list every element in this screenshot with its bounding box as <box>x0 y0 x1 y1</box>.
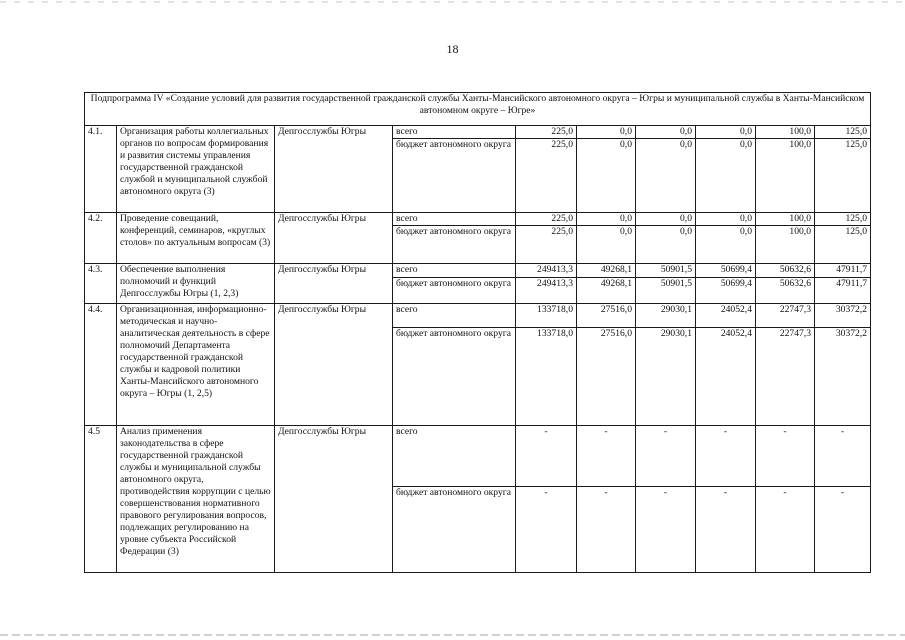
value-cell: 50901,5 <box>636 278 696 304</box>
activity-name: Организационная, информационно-методическая и научно-аналитическая деятельность в сфере полномочий Департамента государственной гражданской службы и кадровой политики Ханты-Мансийского автономного округа – Югры (1, 2,5) <box>117 304 275 426</box>
activity-name: Организация работы коллегиальных органов по вопросам формирования и развития системы управления государственной гражданской службой и муниципальной службой автономного округа (3) <box>117 126 275 213</box>
value-cell: 0,0 <box>636 126 696 139</box>
value-cell: 0,0 <box>577 126 636 139</box>
funding-source-budget: бюджет автономного округа <box>393 226 516 264</box>
value-cell: 30372,2 <box>815 304 871 328</box>
value-cell: 27516,0 <box>577 328 636 426</box>
value-cell: 125,0 <box>815 213 871 226</box>
value-cell: 22747,3 <box>756 328 815 426</box>
value-cell: 0,0 <box>577 226 636 264</box>
value-cell: 0,0 <box>696 139 756 213</box>
value-cell: 50901,5 <box>636 264 696 278</box>
value-cell: 0,0 <box>636 139 696 213</box>
activity-name: Анализ применения законодательства в сфере государственной гражданской службы и муниципальной службы автономного округа, противодействия коррупции с целью совершенствования нормативного правового регулирования вопросов, подлежащих регулированию на уровне субъекта Российской Федерации (3) <box>117 426 275 573</box>
value-cell: 0,0 <box>577 213 636 226</box>
program-table <box>84 92 871 573</box>
table-row <box>85 426 871 487</box>
value-cell: - <box>516 487 577 573</box>
value-cell: 225,0 <box>516 139 577 213</box>
value-cell: 249413,3 <box>516 264 577 278</box>
value-cell: 0,0 <box>577 139 636 213</box>
executor: Депгосслужбы Югры <box>275 426 393 573</box>
value-cell: 125,0 <box>815 126 871 139</box>
value-cell: 100,0 <box>756 213 815 226</box>
value-cell: 249413,3 <box>516 278 577 304</box>
value-cell: 24052,4 <box>696 328 756 426</box>
value-cell: 133718,0 <box>516 328 577 426</box>
value-cell: 225,0 <box>516 126 577 139</box>
value-cell: - <box>577 426 636 487</box>
row-number: 4.1. <box>85 126 117 213</box>
table-row <box>85 264 871 278</box>
value-cell: - <box>756 487 815 573</box>
row-number: 4.4. <box>85 304 117 426</box>
value-cell: 100,0 <box>756 126 815 139</box>
value-cell: 24052,4 <box>696 304 756 328</box>
value-cell: - <box>636 487 696 573</box>
row-number: 4.3. <box>85 264 117 304</box>
value-cell: - <box>636 426 696 487</box>
value-cell: 50632,6 <box>756 278 815 304</box>
funding-source-total: всего <box>393 126 516 139</box>
value-cell: 49268,1 <box>577 264 636 278</box>
value-cell: 225,0 <box>516 213 577 226</box>
funding-source-budget: бюджет автономного округа <box>393 278 516 304</box>
executor: Депгосслужбы Югры <box>275 126 393 213</box>
table-row <box>85 304 871 328</box>
value-cell: 29030,1 <box>636 304 696 328</box>
funding-source-budget: бюджет автономного округа <box>393 328 516 426</box>
value-cell: - <box>815 487 871 573</box>
activity-name: Обеспечение выполнения полномочий и функций Депгосслужбы Югры (1, 2,3) <box>117 264 275 304</box>
table-row <box>85 126 871 139</box>
value-cell: 0,0 <box>696 226 756 264</box>
row-number: 4.5 <box>85 426 117 573</box>
funding-source-budget: бюджет автономного округа <box>393 487 516 573</box>
value-cell: 29030,1 <box>636 328 696 426</box>
value-cell: 27516,0 <box>577 304 636 328</box>
table-row <box>85 213 871 226</box>
value-cell: 100,0 <box>756 139 815 213</box>
scan-artifact-top <box>0 1 905 3</box>
page-number: 18 <box>446 42 459 56</box>
value-cell: 50699,4 <box>696 278 756 304</box>
value-cell: 22747,3 <box>756 304 815 328</box>
value-cell: 133718,0 <box>516 304 577 328</box>
value-cell: 49268,1 <box>577 278 636 304</box>
executor: Депгосслужбы Югры <box>275 304 393 426</box>
row-number: 4.2. <box>85 213 117 264</box>
funding-source-total: всего <box>393 264 516 278</box>
value-cell: 50632,6 <box>756 264 815 278</box>
funding-source-budget: бюджет автономного округа <box>393 139 516 213</box>
value-cell: - <box>577 487 636 573</box>
value-cell: 0,0 <box>636 226 696 264</box>
value-cell: 125,0 <box>815 226 871 264</box>
value-cell: 0,0 <box>696 126 756 139</box>
value-cell: 125,0 <box>815 139 871 213</box>
value-cell: - <box>756 426 815 487</box>
value-cell: 30372,2 <box>815 328 871 426</box>
executor: Депгосслужбы Югры <box>275 264 393 304</box>
value-cell: 47911,7 <box>815 264 871 278</box>
value-cell: 47911,7 <box>815 278 871 304</box>
funding-source-total: всего <box>393 426 516 487</box>
value-cell: 0,0 <box>636 213 696 226</box>
value-cell: 50699,4 <box>696 264 756 278</box>
value-cell: 100,0 <box>756 226 815 264</box>
subprogram-title: Подпрограмма IV «Создание условий для развития государственной гражданской службы Ханты-Мансийского автономного округа – Югры и муниципальной службы в Ханты-Мансийском автономном округе – Югре» <box>85 93 871 126</box>
scan-artifact-bottom <box>0 634 905 636</box>
value-cell: - <box>696 426 756 487</box>
activity-name: Проведение совещаний, конференций, семинаров, «круглых столов» по актуальным вопросам (3) <box>117 213 275 264</box>
executor: Депгосслужбы Югры <box>275 213 393 264</box>
value-cell: - <box>696 487 756 573</box>
funding-source-total: всего <box>393 213 516 226</box>
value-cell: 0,0 <box>696 213 756 226</box>
value-cell: 225,0 <box>516 226 577 264</box>
value-cell: - <box>516 426 577 487</box>
value-cell: - <box>815 426 871 487</box>
funding-source-total: всего <box>393 304 516 328</box>
